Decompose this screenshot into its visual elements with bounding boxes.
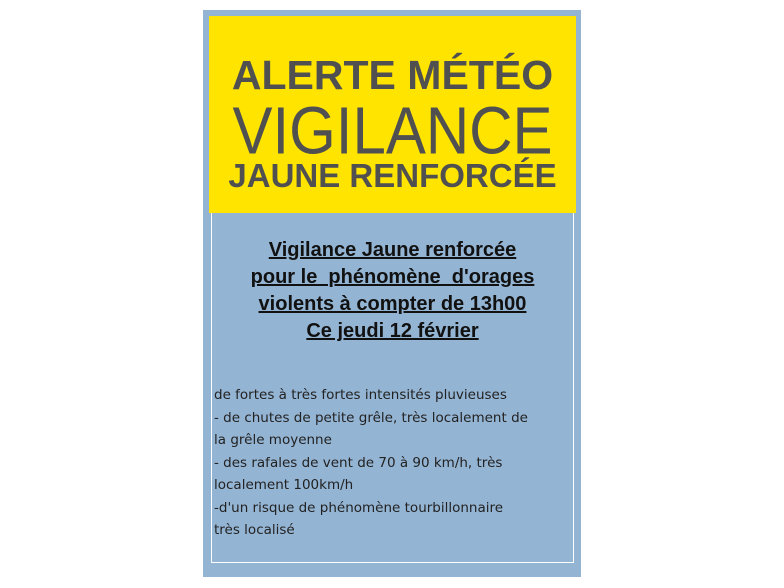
- alert-banner: [209, 16, 576, 213]
- alert-details: [214, 384, 569, 542]
- alert-headline: [212, 237, 573, 345]
- detail-line: - des rafales de vent de 70 à 90 km/h, très: [214, 454, 503, 471]
- detail-line: localement 100km/h: [214, 477, 354, 493]
- detail-line: de fortes à très fortes intensités pluvieuses: [214, 387, 507, 403]
- detail-line: - de chutes de petite grêle, très localement de: [214, 409, 528, 426]
- banner-title-vigilance: VIGILANCE: [232, 92, 553, 168]
- alert-content-box: [211, 213, 574, 563]
- banner-title-alerte-meteo: ALERTE MÉTÉO: [231, 52, 554, 98]
- headline-line: Vigilance Jaune renforcée: [268, 239, 517, 261]
- banner-title-jaune-renforcee: JAUNE RENFORCÉE: [228, 157, 557, 194]
- alert-poster: [203, 10, 581, 577]
- detail-line: la grêle moyenne: [214, 432, 332, 448]
- detail-line: -d'un risque de phénomène tourbillonnaire: [214, 499, 504, 516]
- headline-line: pour le phénomène d'orages: [250, 266, 535, 288]
- headline-line: Ce jeudi 12 février: [306, 320, 479, 342]
- detail-line: très localisé: [214, 522, 295, 538]
- headline-line: violents à compter de 13h00: [258, 293, 527, 315]
